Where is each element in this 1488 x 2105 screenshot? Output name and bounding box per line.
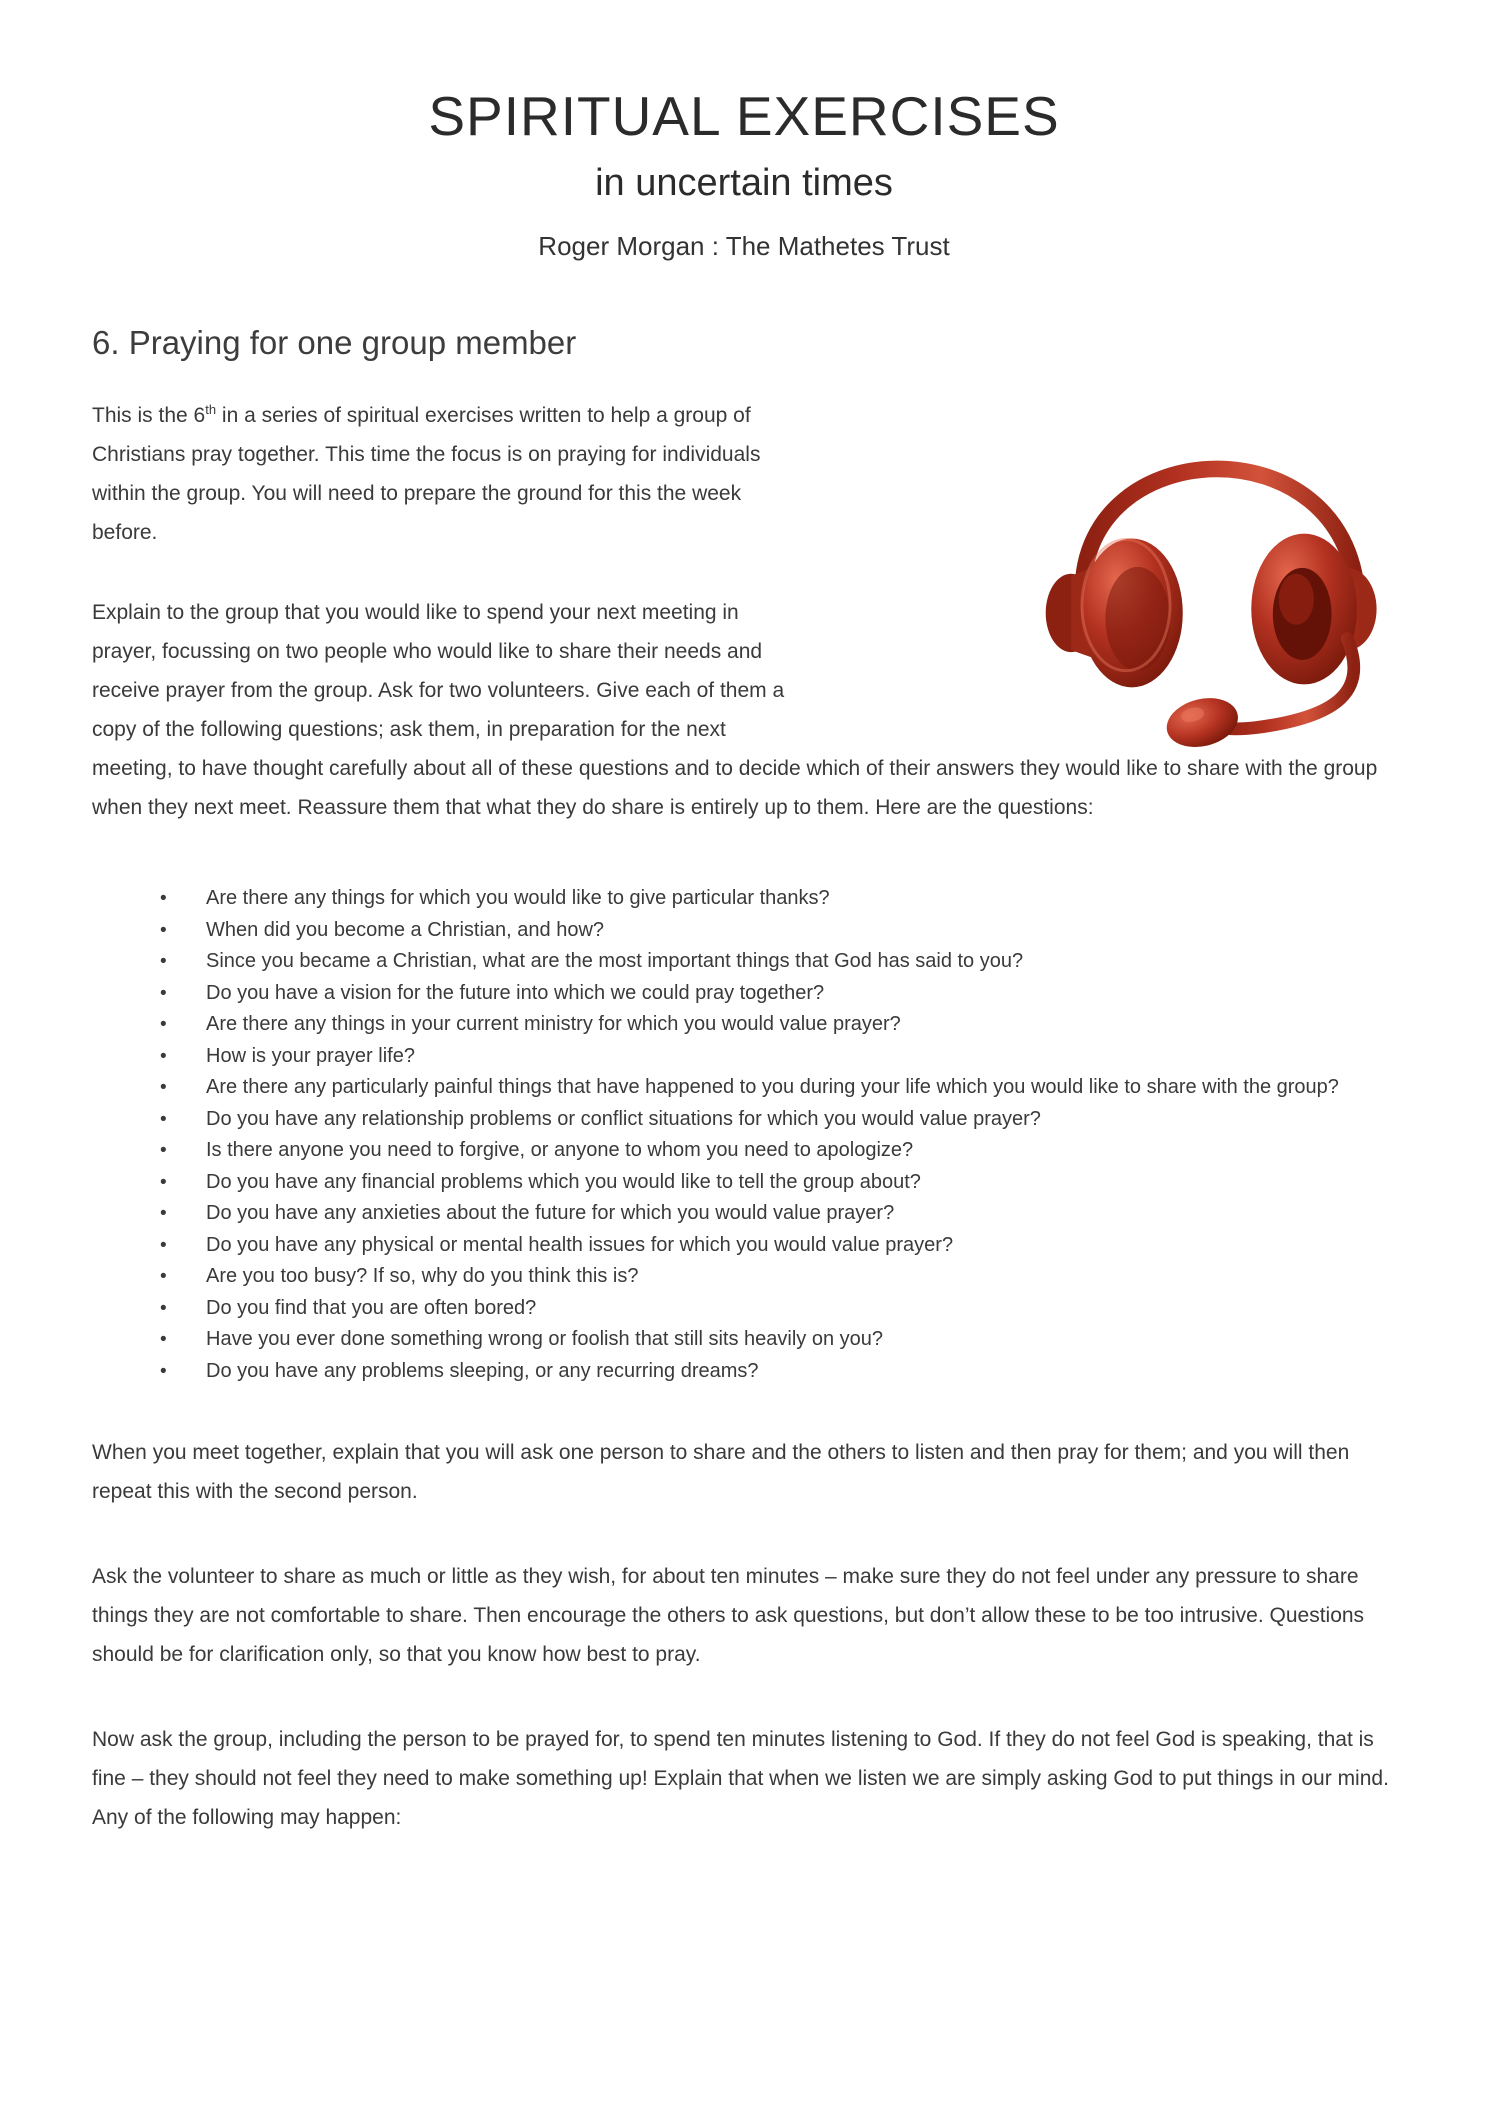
question-item [160, 1230, 1396, 1262]
section-heading: 6. Praying for one group member [92, 324, 577, 361]
question-text: Is there anyone you need to forgive, or anyone to whom you need to apologize? [206, 1139, 914, 1161]
question-text: Do you have any relationship problems or conflict situations for which you would value prayer? [206, 1107, 1041, 1130]
question-item [160, 1041, 1396, 1073]
red-headset-illustration [796, 396, 1396, 748]
document-byline: Roger Morgan : The Mathetes Trust [538, 231, 950, 261]
listen-paragraph: Now ask the group, including the person to be prayed for, to spend ten minutes listening to God. If they do not feel God is speaking, that is fine – they should not feel they need to make something up! Explain that when we listen we are simply asking God to put things in our mind. Any of the following may happen: [92, 1728, 1389, 1829]
intro-text-block [92, 396, 1396, 827]
question-text: Are there any things in your current ministry for which you would value prayer? [206, 1013, 901, 1035]
question-text: Do you find that you are often bored? [206, 1296, 537, 1319]
meet-paragraph: When you meet together, explain that you will ask one person to share and the others to listen and then pray for them; and you will then repeat this with the second person. [92, 1441, 1350, 1503]
question-item [160, 915, 1396, 947]
intro-text-after-sup: in a series of spiritual exercises written to help a group of Christians pray together. This time the focus is on praying for individuals within the group. You will need to prepare the ground for this the week before. [92, 404, 761, 544]
question-text: Do you have a vision for the future into which we could pray together? [206, 981, 825, 1004]
question-text: When did you become a Christian, and how? [206, 918, 605, 941]
question-text: Are you too busy? If so, why do you think this is? [206, 1265, 639, 1287]
headset-icon [1018, 378, 1418, 750]
question-item [160, 1293, 1396, 1325]
question-item [160, 946, 1396, 978]
question-item [160, 1356, 1396, 1388]
question-text: Are there any particularly painful things that have happened to you during your life which you would like to share with the group? [206, 1076, 1339, 1098]
explain-paragraph: Explain to the group that you would like to spend your next meeting in prayer, focussing on two people who would like to share their needs and receive prayer from the group. Ask for two volunteers. Give each of them a copy of the following questions; ask them, in preparation for the next meeting, to have thought carefully about all of these questions and to decide which of their answers they would like to share with the group when they next meet. Reassure them that what they do share is entirely up to them. Here are the questions: [92, 601, 1378, 819]
question-item [160, 1198, 1396, 1230]
document-title: SPIRITUAL EXERCISES [428, 85, 1060, 147]
question-text: Since you became a Christian, what are the most important things that God has said to you? [206, 950, 1024, 972]
question-text: Do you have any anxieties about the future for which you would value prayer? [206, 1202, 895, 1224]
questions-list [160, 883, 1396, 1387]
intro-text-before-sup: This is the 6 [92, 404, 206, 427]
ordinal-superscript: th [205, 402, 217, 417]
question-item [160, 1135, 1396, 1167]
volunteer-paragraph: Ask the volunteer to share as much or little as they wish, for about ten minutes – make sure they do not feel under any pressure to share things they are not comfortable to share. Then encourage the others to ask questions, but don’t allow these to be too intrusive. Questions should be for clarification only, so that you know how best to pray. [92, 1565, 1365, 1666]
question-text: How is your prayer life? [206, 1044, 415, 1067]
question-item [160, 1261, 1396, 1293]
question-text: Do you have any physical or mental health issues for which you would value prayer? [206, 1233, 954, 1256]
question-text: Do you have any financial problems which you would like to tell the group about? [206, 1170, 921, 1193]
question-text: Are there any things for which you would like to give particular thanks? [206, 887, 830, 909]
question-item [160, 978, 1396, 1010]
question-item [160, 883, 1396, 915]
question-item [160, 1324, 1396, 1356]
document-subtitle: in uncertain times [595, 162, 893, 204]
question-item [160, 1009, 1396, 1041]
question-item [160, 1167, 1396, 1199]
question-text: Do you have any problems sleeping, or any recurring dreams? [206, 1359, 759, 1382]
question-text: Have you ever done something wrong or foolish that still sits heavily on you? [206, 1328, 884, 1350]
question-item [160, 1104, 1396, 1136]
question-item [160, 1072, 1396, 1104]
